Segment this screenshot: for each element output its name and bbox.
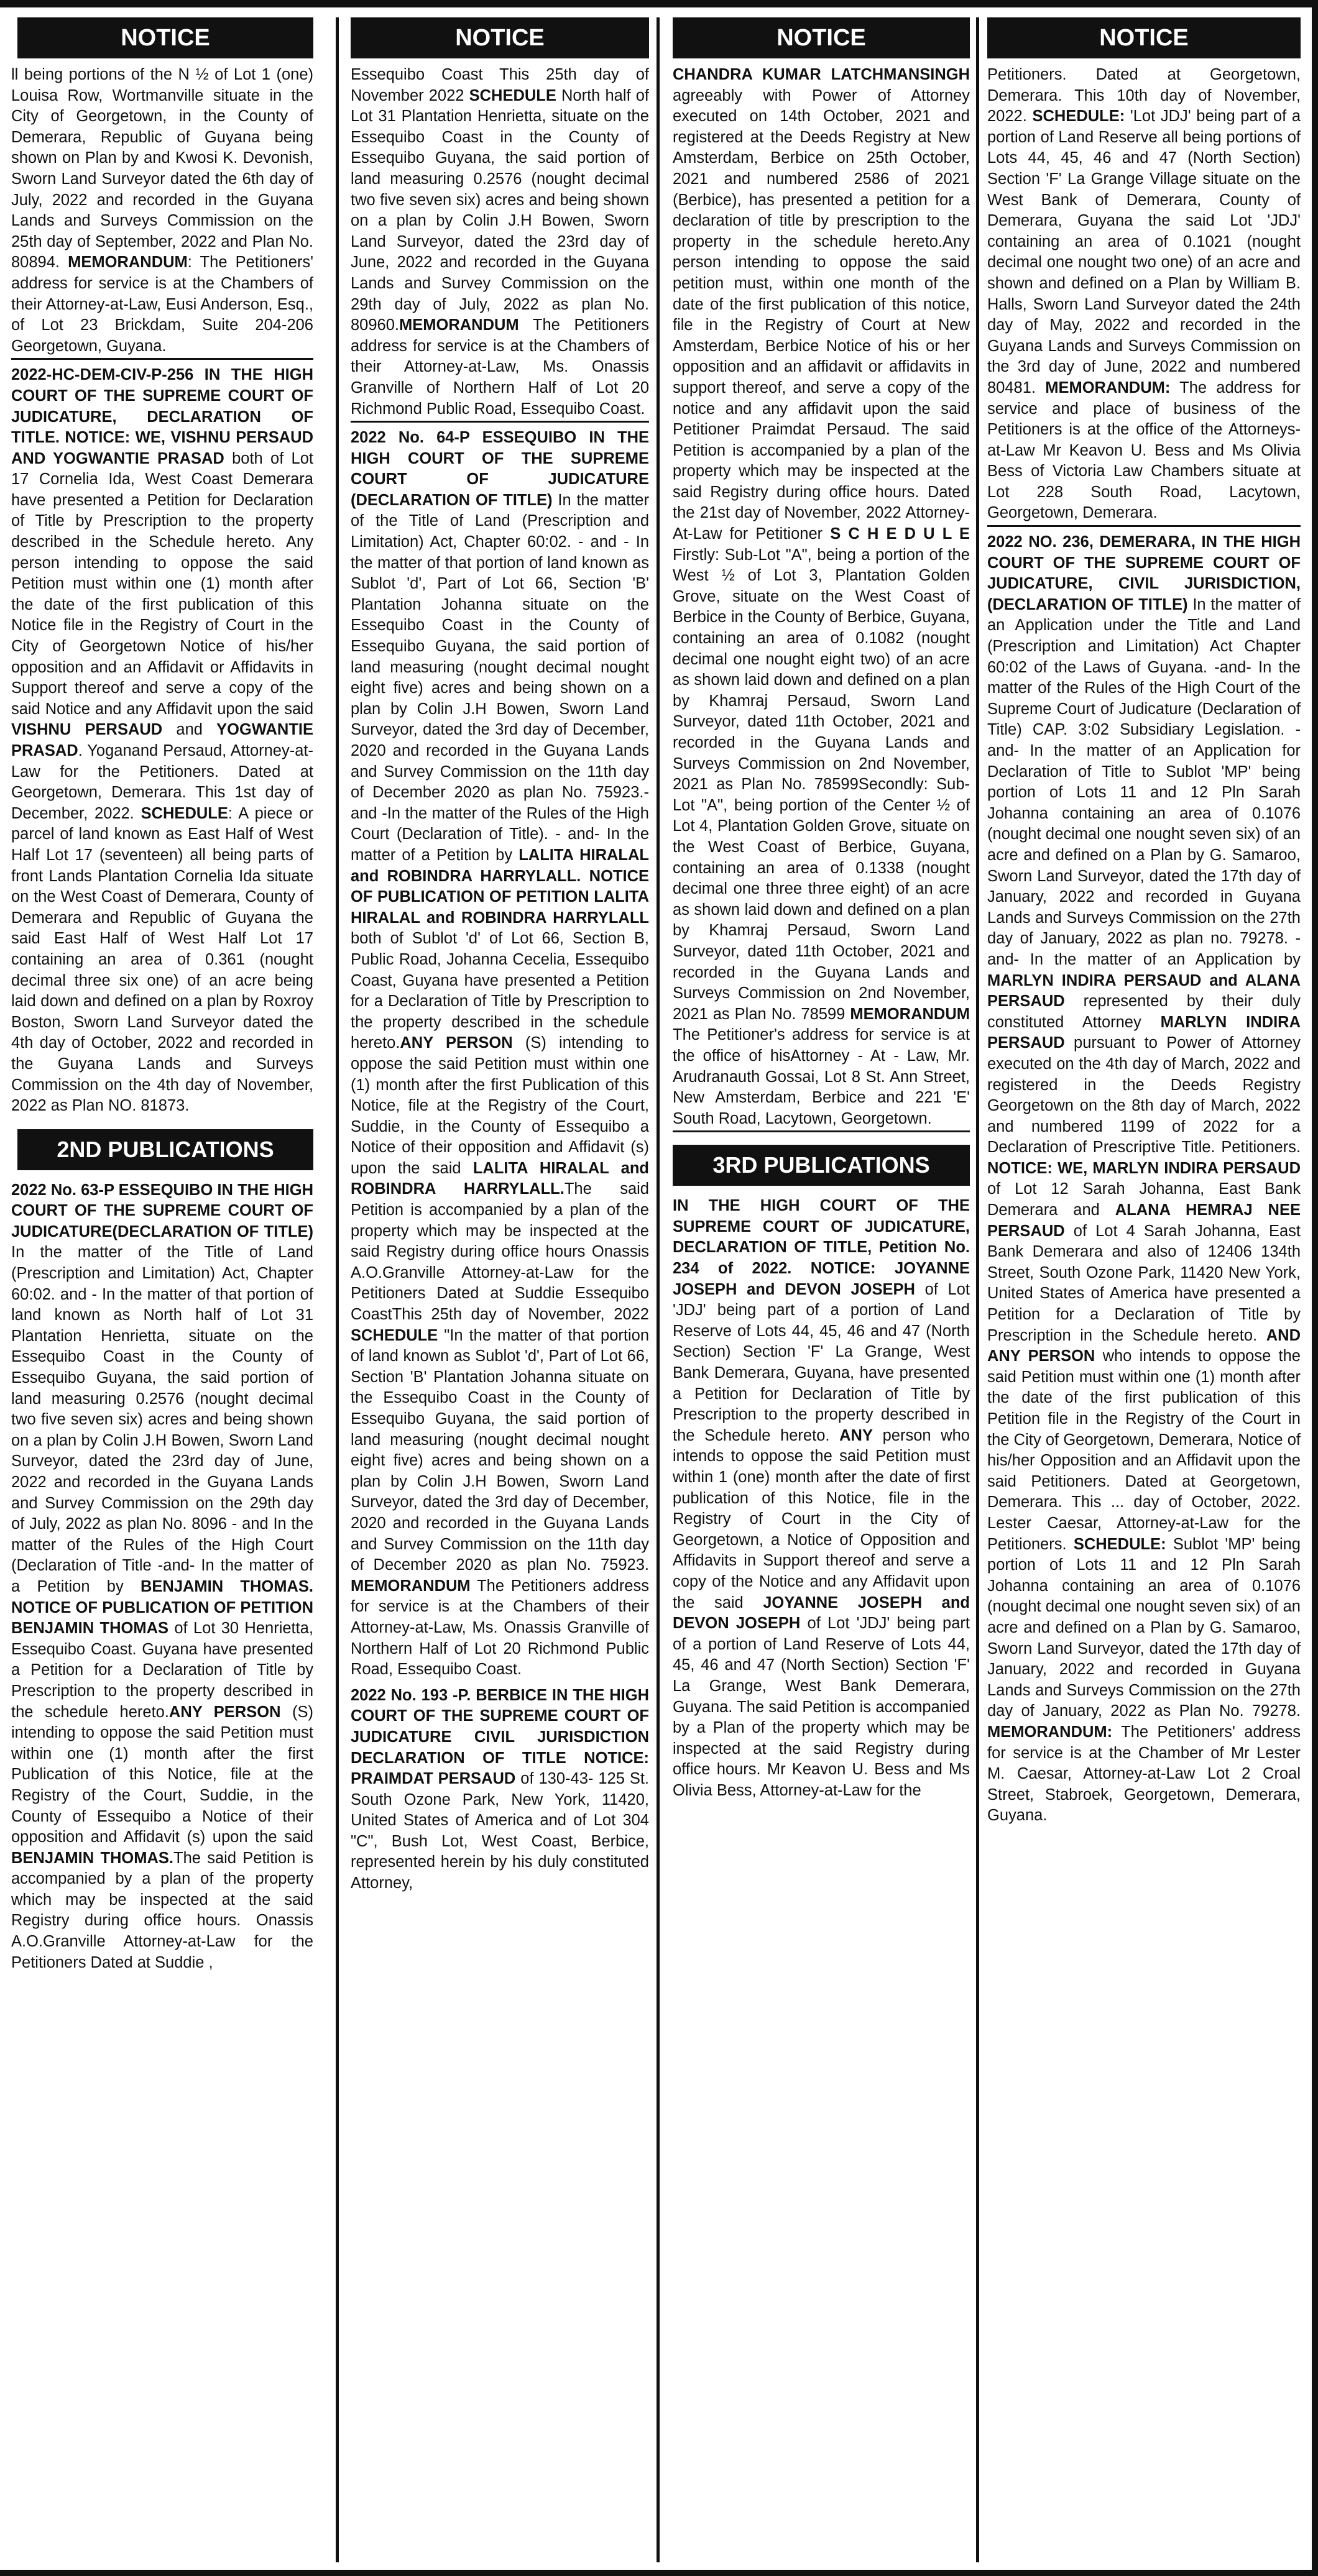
column-rule (976, 17, 979, 2562)
body-text: of Lot 'JDJ' being part of a portion of Land Reserve of Lots 44, 45, 46 and 47 (North Section) Section 'F' La Grange, West Bank Demerara, Guyana. The said Petition is accompanied by a Plan of the property which may be inspected at the said Registry during office hours. Mr Keavon U. Bess and Ms Olivia Bess, Attorney-at-Law for the (673, 1615, 975, 1799)
body-text: of Lot 30 Henrietta, Essequibo Coast. Guyana have presented a Petition for a Declaration of Title by Prescription to the property described in the schedule hereto. (11, 1620, 318, 1721)
bold-text: BENJAMIN THOMAS. (11, 1849, 174, 1867)
bold-text: MEMORANDUM (399, 316, 519, 334)
section-header: 2ND PUBLICATIONS (17, 1129, 313, 1170)
column-header: NOTICE (987, 17, 1301, 58)
bold-text: ALANA HEMRAJ NEE PERSAUD (987, 1201, 1306, 1240)
body-text: pursuant to Power of Attorney executed on the 4th day of March, 2022 and registered in the Deeds Registry Georgetown on the 8th day of March, 2022 and numbered 1199 of 2022 for a Declaration of Prescriptive Title. Petitioners. (987, 1034, 1306, 1157)
bold-text: ANY (839, 1426, 873, 1444)
bold-text: MEMORANDUM: (1045, 378, 1171, 396)
bold-text: SCHEDULE: (1073, 1535, 1166, 1553)
column-header: NOTICE (673, 17, 970, 58)
bold-text: 2022 No. 63-P ESSEQUIBO IN THE HIGH COURT OF THE SUPREME COURT OF JUDICATURE(DECLARATION OF TITLE) (11, 1181, 318, 1240)
body-text: "In the matter of that portion of land known as Sublot 'd', Part of Lot 66, Section 'B' Plantation Johanna situate on the Essequibo Coast in the County of Essequibo Guyana, the said portion of land measuring (nought decimal nought eight five) acres and being shown on a plan by Colin J.H Bowen, Sworn Land Surveyor, dated the 3rd day of December, 2020 and recorded in the Guyana Lands and Survey Commission on the 11th day of December 2020 as plan No. 75923. (351, 1326, 654, 1574)
column-1 (11, 17, 318, 2562)
notice-text (987, 65, 1306, 527)
body-text: In the matter of the Title of Land (Prescription and Limitation) Act, Chapter 60:02. - and - In the matter of that portion of land known as Sublot 'd', Part of Lot 66, Section 'B' Plantation Johanna situate on the Essequibo Coast in the County of Essequibo Guyana, the said portion of land measuring (nought decimal nought eight five) acres and being shown on a plan by Colin J.H Bowen, Sworn Land Surveyor, dated the 3rd day of December, 2020 and recorded in the Guyana Lands and Survey Commission on the 11th day of December 2020 as plan No. 75923.- and -In the matter of the Rules of the High Court (Declaration of Title). - and- In the matter of a Petition by (351, 491, 654, 864)
notice-text (11, 1180, 318, 1974)
bold-text: LALITA HIRALAL and ROBINDRA HARRYLALL. (351, 1159, 654, 1198)
notice-text (673, 1196, 975, 1801)
bold-text: IN THE HIGH COURT OF THE SUPREME COURT OF JUDICATURE, DECLARATION OF TITLE, Petition No. 234 of 2022. NOTICE: JOYANNE JOSEPH and DEVON JOSEPH (673, 1197, 975, 1298)
body-text: agreeably with Power of Attorney executed on 14th October, 2021 and registered at the Deeds Registry at New Amsterdam, Berbice on 25th October, 2021 and numbered 2586 of 2021 (Berbice), has presented a petition for a declaration of title by prescription to the property in the schedule hereto.Any person intending to oppose the said petition must, within one month of the date of the first publication of this notice, file in the Registry of Court at New Amsterdam, Berbice Notice of his or her opposition and an affidavit or affidavits in support thereof, and serve a copy of the notice and any affidavit upon the said Petitioner Praimdat Persaud. The said Petition is accompanied by a plan of the property which may be inspected at the said Registry during office hours. Dated the 21st day of November, 2022 Attorney-At-Law for Petitioner (673, 66, 975, 543)
section-header: 3RD PUBLICATIONS (673, 1145, 970, 1186)
column-3 (673, 17, 975, 2562)
body-text: North half of Lot 31 Plantation Henrietta, situate on the Essequibo Coast in the County of Essequibo Guyana, the said portion of land measuring 0.2576 (nought decimal two five seven six) acres and being shown on a plan by Colin J.H Bowen, Sworn Land Surveyor, dated the 23rd day of June, 2022 and recorded in the Guyana Lands and Survey Commission on the 29th day of July, 2022 as plan No. 80960. (351, 86, 654, 334)
body-text: Firstly: Sub-Lot "A", being a portion of the West ½ of Lot 3, Plantation Golden Grove, situate on the West Coast of Berbice in the County of Berbice, Guyana, containing an area of 0.1082 (nought decimal one nought eight two) of an acre as shown laid down and defined on a plan by Khamraj Persaud, Sworn Land Surveyor, dated 11th October, 2021 and recorded in the Guyana Lands and Surveys Commission on 2nd November, 2021 as Plan No. 78599Secondly: Sub-Lot "A", being portion of the Center ½ of Lot 4, Plantation Golden Grove, situate on the West Coast of Berbice, Guyana, containing an area of 0.1338 (nought decimal one three three eight) of an acre as shown laid down and defined on a plan by Khamraj Persaud, Sworn Land Surveyor, dated 11th October, 2021 and recorded in the Guyana Lands and Surveys Commission on 2nd November, 2021 as Plan No. 78599 (673, 525, 975, 1023)
bold-text: ANY PERSON (400, 1034, 513, 1052)
bold-text: NOTICE: WE, MARLYN INDIRA PERSAUD (987, 1159, 1301, 1177)
bold-text: MEMORANDUM (351, 1577, 471, 1595)
notice-text (351, 65, 654, 423)
body-text: of Lot 12 Sarah Johanna, East Bank Demerara and (987, 1159, 1306, 1219)
bold-text: VISHNU PERSAUD (11, 721, 163, 739)
body-text: of Lot 4 Sarah Johanna, East Bank Demerara and also of 12406 134th Street, South Ozone Park, 11420 New York, United States of America have presented a Petition for a Declaration of Title by Prescription in the Schedule hereto. (987, 1222, 1306, 1344)
body-text: : A piece or parcel of land known as East Half of West Half Lot 17 (seventeen) all being parts of front Lands Plantation Cornelia Ida situate on the West Coast of Demerara, County of Demerara and Republic of Guyana the said East Half of West Half Lot 17 containing an area of 0.361 (nought decimal three six one) of an acre being laid down and defined on a plan by Roxroy Boston, Sworn Land Surveyor dated the 4th day of October, 2022 and recorded in the Guyana Lands and Surveys Commission on the 4th day of November, 2022 as Plan NO. 81873. (11, 804, 318, 1115)
notice-text (987, 532, 1306, 1827)
body-text: The Petitioners address for service is at the Chambers of their Attorney-at-Law, Ms. Onassis Granville of Northern Half of Lot 20 Richmond Public Road, Essequibo Coast. (351, 316, 654, 418)
bold-text: CHANDRA KUMAR LATCHMANSINGH (673, 66, 970, 83)
body-text: and (162, 721, 217, 739)
bold-text: SCHEDULE (469, 86, 556, 104)
body-text: Petitioners. Dated at Georgetown, Demerara. This 10th day of November, 2022. (987, 66, 1306, 126)
bold-text: ANY PERSON (168, 1703, 281, 1721)
notice-text (11, 65, 318, 360)
column-header: NOTICE (351, 17, 649, 58)
bold-text: 2022 NO. 236, DEMERARA, IN THE HIGH COURT OF THE SUPREME COURT OF JUDICATURE, CIVIL JURISDICTION, (DECLARATION OF TITLE) (987, 533, 1306, 613)
body-text: who intends to oppose the said Petition must within one (1) month after the date of the first publication of this Petition file in the Registry of the Court in the City of Georgetown, Demerara, Notice of his/her Opposition and an Affidavit upon the said Petitioners. Dated at Georgetown, Demerara. This ... day of October, 2022. Lester Caesar, Attorney-at-Law for the Petitioners. (987, 1347, 1306, 1553)
bold-text: MARLYN INDIRA PERSAUD (987, 1013, 1306, 1052)
body-text: The Petitioners address for service is at the Chambers of their Attorney-at-Law, Ms. Onassis Granville of Northern Half of Lot 20 Richmond Public Road, Essequibo Coast. (351, 1577, 654, 1679)
bold-text: 2022 No. 193 -P. BERBICE IN THE HIGH COURT OF THE SUPREME COURT OF JUDICATURE CIVIL JURISDICTION DECLARATION OF TITLE NOTICE: PRAIMDAT PERSAUD (351, 1686, 654, 1788)
body-text: both of Lot 17 Cornelia Ida, West Coast Demerara have presented a Petition for Declaration of Title by Prescription to the property described in the Schedule hereto. Any person intending to oppose the said Petition must within one (1) month after the date of the first publication of this Notice file in the Registry of Court in the City of Georgetown Notice of his/her opposition and an Affidavit or Affidavits in Support thereof and serve a copy of the said Notice and any Affidavit upon the said (11, 449, 318, 718)
column-rule (336, 17, 339, 2562)
bottom-border (0, 2570, 1318, 2576)
bold-text: MEMORANDUM (68, 254, 188, 272)
bold-text: MEMORANDUM (850, 1005, 970, 1023)
body-text: (S) intending to oppose the said Petition must within one (1) month after the first Publication of this Notice, file at the Registry of the Court, Suddie, in the County of Essequibo a Notice of their opposition and Affidavit (s) upon the said (351, 1034, 654, 1177)
bold-text: LALITA HIRALAL and ROBINDRA HARRYLALL. NOTICE OF PUBLICATION OF PETITION LALITA HIRALAL and ROBINDRA HARRYLALL (351, 846, 654, 927)
body-text: (S) intending to oppose the said Petition must within one (1) month after the first Publication of this Notice, file at the Registry of the Court, Suddie, in the County of Essequibo a Notice of their opposition and Affidavit (s) upon the said (11, 1703, 318, 1846)
bold-text: YOGWANTIE PRASAD (11, 721, 318, 759)
body-text: The said Petition is accompanied by a plan of the property which may be inspected at the said Registry during office hours Onassis A.O.Granville Attorney-at-Law for the Petitioners Dated at Suddie Essequibo CoastThis 25th day of November, 2022 (351, 1180, 654, 1324)
body-text: : The Petitioners' address for service is at the Chambers of their Attorney-at-Law, Eusi Anderson, Esq., of Lot 23 Brickdam, Suite 204-206 Georgetown, Guyana. (11, 254, 318, 355)
body-text: In the matter of an Application under the Title and Land (Prescription and Limitation) Act Chapter 60:02 of the Laws of Guyana. -and- In the matter of the Rules of the High Court of the Supreme Court of Judicature (Declaration of Title) CAP. 3:02 Subsidiary Legislation. -and- In the matter of an Application for Declaration of Title to Sublot 'MP' being portion of Lots 11 and 12 Pln Sarah Johanna containing an area of 0.1076 (nought decimal one nought seven six) of an acre and defined on a Plan by G. Samaroo, Sworn Land Surveyor, dated the 17th day of January, 2022 and recorded in Guyana Lands and Surveys Commission on the 27th day of January, 2022 as plan no. 79278. -and- In the matter of an Application by (987, 595, 1306, 968)
bold-text: 2022-HC-DEM-CIV-P-256 IN THE HIGH COURT OF THE SUPREME COURT OF JUDICATURE, DECLARATION OF TITLE. NOTICE: WE, VISHNU PERSAUD AND YOGWANTIE PRASAD (11, 366, 318, 467)
body-text: Essequibo Coast This 25th day of November 2022 (351, 66, 654, 104)
body-text: ll being portions of the N ½ of Lot 1 (one) Louisa Row, Wortmanville situate in the City of Georgetown, in the County of Demerara, Republic of Guyana being shown on Plan by and Kwosi K. Devonish, Sworn Land Surveyor dated the 6th day of July, 2022 and recorded in the Guyana Lands and Surveys Commission on the 25th day of September, 2022 and Plan No. 80894. (11, 66, 318, 272)
body-text: The address for service and place of business of the Petitioners is at the office of the Attorneys-at-Law Mr Keavon U. Bess and Ms Olivia Bess of Victoria Law Chambers situate at Lot 228 South Road, Lacytown, Georgetown, Demerara. (987, 378, 1306, 522)
bold-text: JOYANNE JOSEPH and DEVON JOSEPH (673, 1593, 975, 1633)
body-text: The said Petition is accompanied by a plan of the property which may be inspected at the said Registry during office hours. Onassis A.O.Granville Attorney-at-Law for the Petitioners Dated at Suddie , (11, 1849, 318, 1971)
notice-text (673, 65, 975, 1132)
bold-text: S C H E D U L E (830, 525, 970, 543)
body-text: of 130-43- 125 St. South Ozone Park, New York, 11420, United States of America and of Lot 304 "C", Bush Lot, West Coast, Berbice, represented herein by his duly constituted Attorney, (351, 1770, 654, 1892)
column-rule (657, 17, 660, 2562)
bold-text: 2022 No. 64-P ESSEQUIBO IN THE HIGH COURT OF THE SUPREME COURT OF JUDICATURE (DECLARATION OF TITLE) (351, 429, 654, 509)
bold-text: MARLYN INDIRA PERSAUD and ALANA PERSAUD (987, 971, 1306, 1011)
bold-text: SCHEDULE: (1032, 108, 1125, 126)
right-border (1312, 0, 1318, 2576)
notice-text (351, 428, 654, 1680)
body-text: The Petitioner's address for service is at the office of hisAttorney - At - Law, Mr. Arudranauth Gossai, Lot 8 St. Ann Street, New Amsterdam, Berbice and 221 'E' South Road, Lacytown, Georgetown. (673, 1005, 975, 1127)
body-text: 'Lot JDJ' being part of a portion of Land Reserve all being portions of Lots 44, 45, 46 and 47 (North Section) Section 'F' La Grange Village situate on the West Bank of Demerara, County of Demerara, Guyana the said Lot 'JDJ' containing an area of 0.1021 (nought decimal one nought two one) of an acre and shown and defined on a Plan by William B. Halls, Sworn Land Surveyor dated the 24th day of May, 2022 and recorded in the Guyana Lands and Surveys Commission on the 3rd day of June, 2022 and numbered 80481. (987, 108, 1306, 396)
body-text: The Petitioners' address for service is at the Chamber of Mr Lester M. Caesar, Attorney-at-Law Lot 2 Croal Street, Stabroek, Georgetown, Demerara, Guyana. (987, 1723, 1306, 1825)
column-header: NOTICE (17, 17, 313, 58)
bold-text: AND ANY PERSON (987, 1326, 1305, 1365)
body-text: In the matter of the Title of Land (Prescription and Limitation) Act, Chapter 60:02. and - In the matter of that portion of land known as North half of Lot 31 Plantation Henrietta, situate on the Essequibo Coast in the County of Essequibo Guyana, the said portion of land measuring 0.2576 (nought decimal two five seven six) acres and being shown on a plan by Colin J.H Bowen, Sworn Land Surveyor, dated the 23rd day of June, 2022 and recorded in the Guyana Lands and Survey Commission on the 29th day of July, 2022 as plan No. 8096 - and In the matter of the Rules of the High Court (Declaration of Title -and- In the matter of a Petition by (11, 1222, 318, 1595)
body-text: person who intends to oppose the said Petition must within 1 (one) month after the date of first publication of this Notice, file in the Registry of Court in the City of Georgetown, a Notice of Opposition and Affidavits in Support thereof and serve a copy of the Notice and any Affidavit upon the said (673, 1426, 975, 1611)
bold-text: MEMORANDUM: (987, 1723, 1113, 1741)
notice-text (11, 365, 318, 1116)
top-border (0, 0, 1318, 7)
bold-text: SCHEDULE (141, 804, 228, 822)
bold-text: BENJAMIN THOMAS. NOTICE OF PUBLICATION OF PETITION BENJAMIN THOMAS (11, 1577, 318, 1638)
column-4 (987, 17, 1306, 2562)
body-text: Sublot 'MP' being portion of Lots 11 and 12 Pln Sarah Johanna containing an area of 0.1076 (nought decimal one nought seven six) of an acre and defined on a Plan by G. Samaroo, Sworn Land Surveyor, dated the 17th day of January, 2022 and recorded in Guyana Lands and Surveys Commission on the 27th day of January, 2022 as Plan No. 79278. (987, 1535, 1306, 1720)
body-text: . Yoganand Persaud, Attorney-at-Law for the Petitioners. Dated at Georgetown, Demerara. This 1st day of December, 2022. (11, 742, 318, 822)
column-2 (351, 17, 654, 2562)
body-text: both of Sublot 'd' of Lot 66, Section B, Public Road, Johanna Cecelia, Essequibo Coast, Guyana have presented a Petition for a Declaration of Title by Prescription to the property described in the schedule hereto. (351, 909, 654, 1052)
bold-text: SCHEDULE (351, 1326, 438, 1344)
notice-text (351, 1685, 654, 1894)
body-text: represented by their duly constituted Attorney (987, 992, 1306, 1031)
body-text: of Lot 'JDJ' being part of a portion of Land Reserve of Lots 44, 45, 46 and 47 (North Section) Section 'F' La Grange, West Bank Demerara, Guyana, have presented a Petition for Declaration of Title by Prescription to the property described in the Schedule hereto. (673, 1280, 975, 1444)
